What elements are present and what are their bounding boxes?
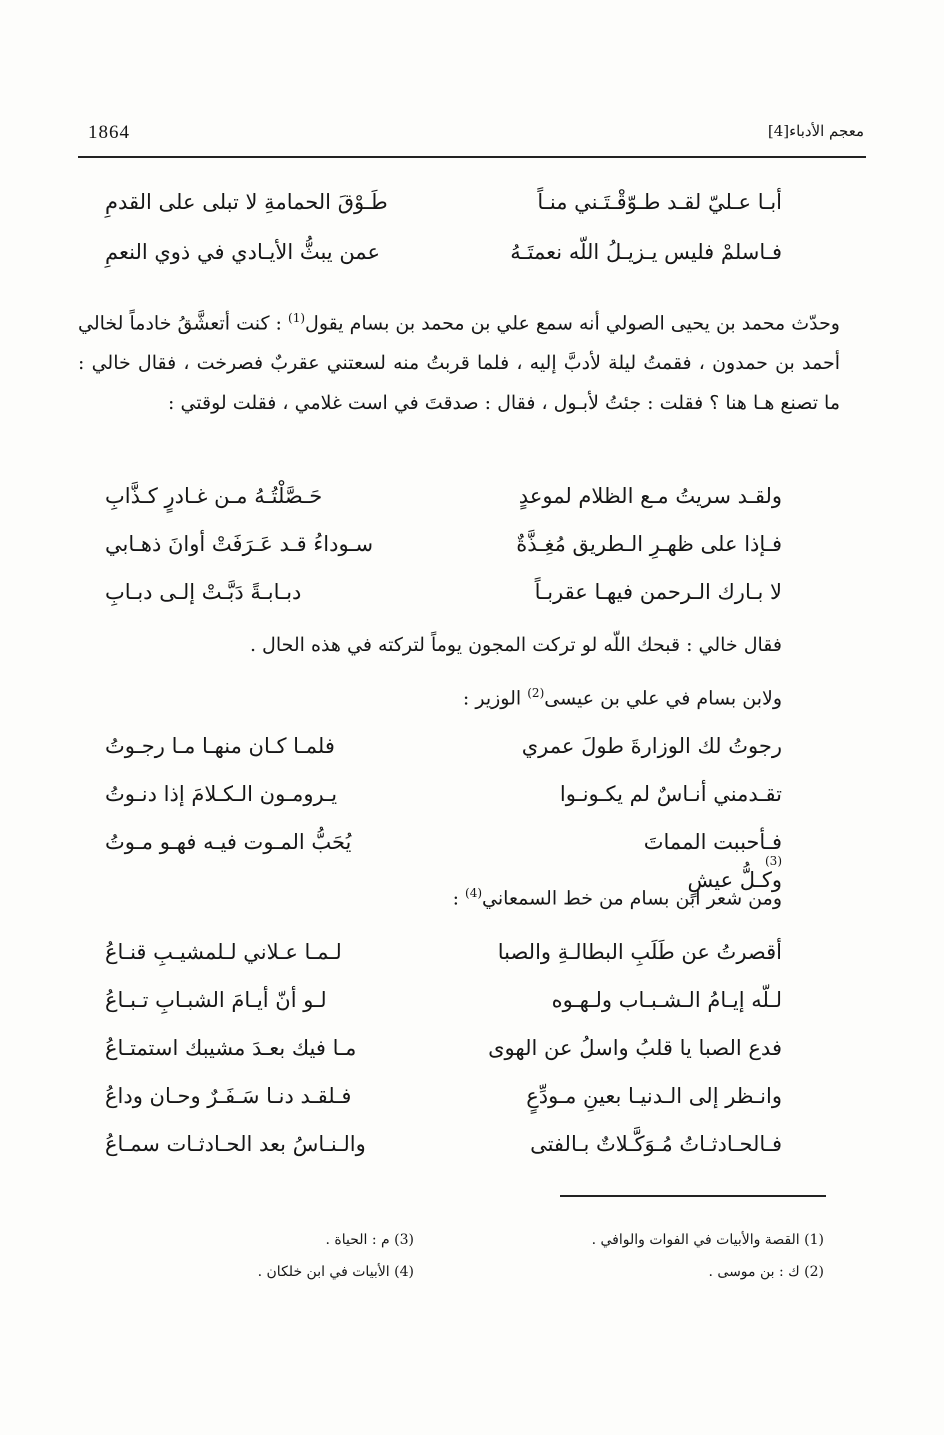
verse-second-hemistich: لـو أنّ أيـامَ الشبـابِ تـبـاعُ <box>105 988 327 1012</box>
verse-second-hemistich: حَـصَّلْتُـهُ مـن غـادرٍ كـذَّابِ <box>105 484 323 508</box>
verse-first-hemistich: فـإذا على ظهـرِ الـطريق مُغِـذَّةٌ <box>516 532 782 556</box>
verse-line <box>105 240 782 264</box>
footnote: (4) الأبيات في ابن خلكان . <box>257 1264 414 1280</box>
footnote-ref: (1) <box>288 311 306 325</box>
narrative-paragraph <box>78 298 840 423</box>
line-text-tail: : <box>452 887 466 910</box>
narrative-line <box>453 886 782 909</box>
verse-line <box>105 1132 782 1156</box>
verse-first-hemistich: فـاسلمْ فليس يـزيـلُ اللّه نعمتَـهُ <box>510 240 782 264</box>
verse-line <box>105 782 782 806</box>
verse-second-hemistich: يُحَبُّ المـوت فيـه فهـو مـوتُ <box>105 830 352 854</box>
paragraph-text-tail: : كنت أتعشَّقُ خادماً لخالي أحمد بن حمدون ، فقمتُ ليلة لأدبَّ إليه ، فلما قربتُ منه لسعتني عقربٌ فصرخت ، فقال خالي : ما تصنع هـا هنا ؟ فقلت : جئتُ لأبـول ، فقال : صدقتَ في است غلامي ، فقلت لوقتي : <box>78 312 840 415</box>
verse-line <box>105 484 782 508</box>
verse-first-hemistich: لـلّه إيـامُ الـشـبـاب ولـهـوه <box>551 988 782 1012</box>
verse-first-hemistich: أقصرتُ عن طَلَبِ البطالـةِ والصبا <box>497 940 782 964</box>
verse-first-hemistich: رجوتُ لك الوزارةَ طولَ عمري <box>521 734 782 758</box>
verse-line <box>105 190 782 214</box>
verse-line <box>105 532 782 556</box>
verse-line <box>105 1036 782 1060</box>
verse-first-hemistich: فدع الصبا يا قلبُ واسلُ عن الهوى <box>488 1036 782 1060</box>
verse-line <box>105 830 782 892</box>
line-text-tail: الوزير : <box>462 687 528 710</box>
footnote: (3) م : الحياة . <box>325 1232 414 1248</box>
narrative-line <box>463 686 782 709</box>
footnote-ref: (2) <box>527 686 545 700</box>
line-text: ومن شعر ابن بسام من خط السمعاني <box>482 887 782 910</box>
verse-second-hemistich: فـلقـد دنـا سَـفَـرٌ وحـان وداعُ <box>105 1084 352 1108</box>
footnote: (1) القصة والأبيات في الفوات والوافي . <box>591 1232 824 1248</box>
paragraph-text: وحدّث محمد بن يحيى الصولي أنه سمع علي بن محمد بن بسام يقول <box>305 312 840 335</box>
line-text: ولابن بسام في علي بن عيسى <box>544 687 782 710</box>
verse-first-hemistich: أبـا عـليّ لقـد طـوّقْـتَـني منـاً <box>537 190 782 214</box>
narrative-line: فقال خالي : قبحك اللّه لو تركت المجون يوماً لتركته في هذه الحال . <box>249 634 782 656</box>
footnote: (2) ك : بن موسى . <box>708 1264 824 1280</box>
verse-first-hemistich: لا بـارك الـرحمن فيهـا عقربـاً <box>534 580 782 604</box>
verse-second-hemistich: سـوداءُ قـد عَـرَفَتْ أوانَ ذهـابي <box>105 532 374 556</box>
verse-line <box>105 940 782 964</box>
verse-first-hemistich: فـالحـادثـاتُ مُـوَكَّـلاتٌ بـالفتى <box>530 1132 782 1156</box>
verse-second-hemistich: عمن يبثُّ الأيـادي في ذوي النعمِ <box>105 240 380 264</box>
verse-line <box>105 988 782 1012</box>
footnote-ref: (4) <box>465 886 483 900</box>
verse-second-hemistich: والـنـاسُ بعد الحـادثـات سمـاعُ <box>105 1132 366 1156</box>
book-title: معجم الأدباء[4] <box>767 122 864 140</box>
page-number: 1864 <box>88 122 130 143</box>
verse-second-hemistich: مـا فيك بعـدَ مشيبك استمتـاعُ <box>105 1036 357 1060</box>
verse-second-hemistich: يـرومـون الـكـلامَ إذا دنـوتُ <box>105 782 338 806</box>
verse-line <box>105 1084 782 1108</box>
verse-first-hemistich: ولقـد سريتُ مـع الظلام لموعدٍ <box>518 484 782 508</box>
verse-first-hemistich: فـأحببت المماتَ (3) وكـلُّ عيشٍ <box>643 830 782 892</box>
footnote-ref: (3) <box>764 854 782 868</box>
verse-second-hemistich: طَـوْقَ الحمامةِ لا تبلى على القدمِ <box>105 190 388 214</box>
page-header <box>78 118 866 158</box>
verse-first-hemistich: تقـدمني أنـاسٌ لم يكـونـوا <box>559 782 782 806</box>
verse-first-hemistich: وانـظر إلى الـدنيـا بعينِ مـودِّعٍ <box>526 1084 782 1108</box>
footnote-divider <box>560 1195 826 1197</box>
verse-line <box>105 580 782 604</box>
verse-second-hemistich: لـمـا عـلاني لـلمشيـبِ قنـاعُ <box>105 940 342 964</box>
verse-second-hemistich: دبـابـةً دَبَّـتْ إلـى دبـابِ <box>105 580 302 604</box>
verse-line <box>105 734 782 758</box>
verse-second-hemistich: فلمـا كـان منهـا مـا رجـوتُ <box>105 734 335 758</box>
